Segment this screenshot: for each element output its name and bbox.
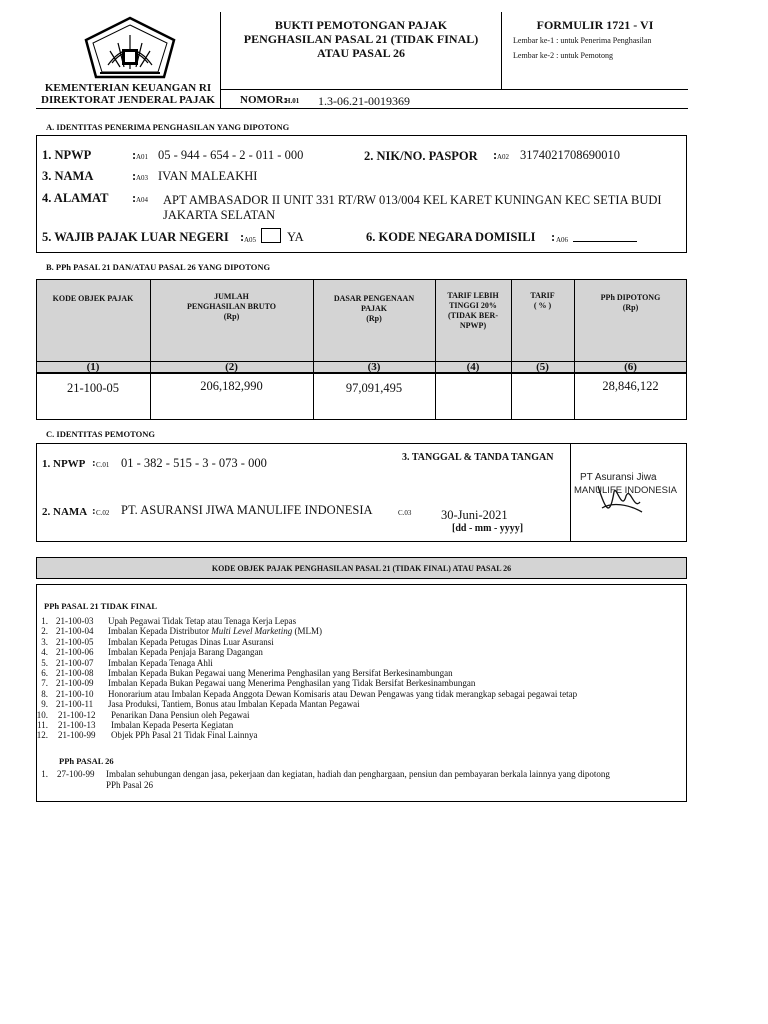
- a-wpln-colon: :: [240, 230, 245, 244]
- pasal21-item-text: Imbalan Kepada Bukan Pegawai uang Menerima Penghasilan yang Bersifat Berkesinambungan: [108, 668, 453, 678]
- pasal21-item-num: 5.: [41, 657, 48, 668]
- form-title: [221, 18, 501, 60]
- pasal21-item-num: 7.: [41, 678, 48, 689]
- col-header-dpp-l3: (Rp): [366, 314, 382, 323]
- a-alamat-code: A04: [136, 196, 149, 204]
- pasal21-item-code: 21-100-06: [56, 647, 94, 658]
- section-c-title: C. IDENTITAS PEMOTONG: [46, 429, 156, 439]
- nomor-value: 1.3-06.21-0019369: [318, 94, 410, 108]
- col-header-bruto-l1: JUMLAH: [214, 292, 249, 301]
- pasal21-item-text: Imbalan Kepada Tenaga Ahli: [108, 657, 213, 668]
- a-npwp-label: 1. NPWP: [42, 148, 92, 162]
- col-header-tarif-lebih-l4: NPWP): [459, 321, 487, 330]
- col-header-tarif-lebih-l2: TINGGI 20%: [449, 301, 497, 310]
- col-header-kode-l1: KODE OBJEK PAJAK: [52, 294, 134, 303]
- a-wpln-option: YA: [287, 230, 304, 244]
- col-header-kode: [36, 294, 150, 304]
- pasal21-item-text: [108, 626, 322, 636]
- pasal21-item-text: Upah Pegawai Tidak Tetap atau Tenaga Kerja Lepas: [108, 616, 297, 626]
- section-c-divider: [570, 443, 571, 542]
- pasal26-item-num: 1.: [41, 769, 48, 779]
- row-kode: 21-100-05: [66, 381, 120, 395]
- c-npwp-label: 1. NPWP: [42, 458, 86, 470]
- title-line-2: PENGHASILAN PASAL 21 (TIDAK FINAL): [243, 32, 479, 46]
- title-line-1: BUKTI PEMOTONGAN PAJAK: [274, 18, 448, 32]
- col-header-pph: [574, 293, 687, 313]
- a-alamat-line-2: JAKARTA SELATAN: [163, 208, 276, 222]
- pasal26-title: PPh PASAL 26: [59, 756, 114, 766]
- col-header-tarif-l1: TARIF: [530, 291, 555, 300]
- pasal21-item-text-post: (MLM): [292, 626, 322, 637]
- a-nik-label: 2. NIK/NO. PASPOR: [364, 149, 478, 163]
- pasal21-item-code: 21-100-13: [58, 720, 96, 730]
- c-date-code: C.03: [398, 509, 412, 517]
- col-header-tarif-lebih: [435, 291, 511, 331]
- a-npwp-code: A01: [136, 153, 149, 161]
- country-input-line[interactable]: [573, 241, 637, 242]
- col-header-tarif-l2: ( % ): [533, 301, 552, 310]
- row-bruto: 206,182,990: [200, 379, 263, 393]
- pasal21-title: PPh PASAL 21 TIDAK FINAL: [44, 601, 158, 611]
- a-npwp-value: 05 - 944 - 654 - 2 - 011 - 000: [158, 148, 304, 162]
- wpln-checkbox[interactable]: [261, 228, 281, 243]
- pasal21-item-num: 12.: [36, 730, 48, 741]
- pasal21-item-text-pre: Imbalan Kepada Distributor: [108, 626, 212, 637]
- pasal21-item-num: 9.: [41, 699, 48, 710]
- row-pph: 28,846,122: [602, 379, 659, 393]
- pasal21-item-code: 21-100-07: [56, 657, 94, 668]
- col-number-5: (5): [536, 361, 549, 373]
- a-nama-label: 3. NAMA: [42, 169, 94, 183]
- col-header-pph-l1: PPh DIPOTONG: [600, 293, 661, 302]
- pasal21-item-text: Jasa Produksi, Tantiem, Bonus atau Imbalan Kepada Mantan Pegawai: [108, 699, 360, 710]
- pasal21-item-num: 11.: [37, 720, 48, 730]
- col-header-tarif: [511, 291, 574, 311]
- a-alamat-line-1: APT AMBASADOR II UNIT 331 RT/RW 013/004 KEL KARET KUNINGAN KEC SETIA BUDI: [163, 193, 662, 207]
- c-nama-colon: :: [92, 505, 96, 517]
- pasal21-item-text: Penarikan Dana Pensiun oleh Pegawai: [111, 709, 250, 720]
- c-npwp-code: C.01: [96, 461, 110, 469]
- c-nama-value: PT. ASURANSI JIWA MANULIFE INDONESIA: [121, 503, 373, 517]
- pasal21-item-code: 21-100-99: [58, 730, 96, 741]
- table-rule-2: [36, 373, 687, 374]
- pasal21-item-text: Imbalan Kepada Bukan Pegawai uang Menerima Penghasilan yang Tidak Bersifat Berkesinambungan: [108, 678, 476, 689]
- c-date-value: 30-Juni-2021: [441, 508, 508, 522]
- signature-icon: [592, 482, 648, 520]
- codes-title: KODE OBJEK PAJAK PENGHASILAN PASAL 21 (TIDAK FINAL) ATAU PASAL 26: [211, 564, 512, 573]
- a-nik-colon: :: [493, 148, 498, 162]
- col-header-tarif-lebih-l3: (TIDAK BER-: [447, 311, 498, 320]
- a-wpln-label: 5. WAJIB PAJAK LUAR NEGERI: [42, 230, 229, 244]
- nomor-code: H.01: [285, 97, 300, 105]
- pasal21-item-num: 3.: [41, 636, 48, 647]
- col-header-dpp-l1: DASAR PENGENAAN: [333, 294, 415, 303]
- a-nik-value: 3174021708690010: [520, 148, 620, 162]
- stamp-line-1: PT Asuransi Jiwa: [580, 472, 657, 483]
- pasal21-item-code: 21-100-10: [56, 688, 94, 699]
- pasal21-item-code: 21-100-05: [56, 636, 94, 647]
- c-npwp-value: 01 - 382 - 515 - 3 - 073 - 000: [121, 456, 267, 470]
- pasal26-item-text-2: PPh Pasal 26: [106, 780, 154, 790]
- col-header-pph-l2: (Rp): [622, 303, 639, 312]
- pasal21-item-text-italic: Multi Level Marketing: [211, 626, 293, 637]
- pasal26-item-text: Imbalan sehubungan dengan jasa, pekerjaan dan kegiatan, hadiah dan penghargaan, pensiun dan pembayaran berkala lainnya yang dipotong: [106, 769, 610, 779]
- a-nama-value: IVAN MALEAKHI: [158, 169, 258, 183]
- pasal21-item-num: 6.: [41, 668, 48, 678]
- pasal21-item-num: 1.: [41, 616, 48, 626]
- form-name: FORMULIR 1721 - VI: [536, 18, 654, 32]
- pasal21-item-text: Objek PPh Pasal 21 Tidak Final Lainnya: [111, 730, 258, 741]
- directorate-name: DIREKTORAT JENDERAL PAJAK: [41, 94, 215, 106]
- garuda-emblem-icon: [78, 15, 182, 87]
- pasal21-item-code: 21-100-11: [56, 699, 94, 710]
- c-date-format: [dd - mm - yyyy]: [452, 523, 524, 534]
- pasal21-item-code: 21-100-04: [56, 626, 94, 637]
- a-nama-colon: :: [132, 169, 137, 183]
- pasal21-item-text: Imbalan Kepada Petugas Dinas Luar Asuransi: [108, 636, 274, 647]
- col-number-4: (4): [466, 361, 480, 373]
- col-number-1: (1): [86, 361, 100, 373]
- header-rule: [220, 89, 688, 90]
- col-header-bruto-l2: PENGHASILAN BRUTO: [187, 302, 276, 311]
- section-b-title: B. PPh PASAL 21 DAN/ATAU PASAL 26 YANG DIPOTONG: [46, 262, 271, 272]
- pasal21-item-code: 21-100-09: [56, 678, 94, 689]
- a-nama-code: A03: [136, 174, 149, 182]
- pasal21-item-text: Imbalan Kepada Penjaja Barang Dagangan: [108, 647, 263, 658]
- col-header-dpp: [313, 294, 435, 324]
- title-line-3: ATAU PASAL 26: [316, 46, 405, 60]
- pasal21-item-num: 8.: [41, 688, 48, 699]
- col-number-3: (3): [367, 361, 381, 373]
- section-a-title: A. IDENTITAS PENERIMA PENGHASILAN YANG DIPOTONG: [46, 122, 290, 132]
- a-npwp-colon: :: [132, 148, 137, 162]
- pasal21-item-code: 21-100-12: [58, 709, 96, 720]
- pasal26-item-code: 27-100-99: [57, 769, 95, 779]
- pasal21-item-num: 2.: [41, 626, 48, 637]
- row-dpp: 97,091,495: [345, 381, 403, 395]
- pasal21-item-text: Honorarium atau Imbalan Kepada Anggota Dewan Komisaris atau Dewan Pengawas yang tidak merangkap sebagai pegawai tetap: [108, 688, 578, 699]
- sheet-1-note: Lembar ke-1 : untuk Penerima Penghasilan: [513, 36, 652, 45]
- col-header-bruto: [150, 292, 313, 322]
- a-alamat-label: 4. ALAMAT: [42, 191, 109, 205]
- col-number-6: (6): [624, 361, 637, 373]
- col-number-2: (2): [225, 361, 238, 373]
- nomor-label: NOMOR:: [240, 94, 288, 106]
- col-header-tarif-lebih-l1: TARIF LEBIH: [447, 291, 499, 300]
- a-country-colon: :: [551, 230, 556, 244]
- pasal21-item-num: 4.: [41, 647, 48, 658]
- col-header-dpp-l2: PAJAK: [360, 304, 388, 313]
- ministry-name: KEMENTERIAN KEUANGAN RI: [44, 82, 212, 94]
- a-wpln-code: A05: [244, 236, 257, 244]
- pasal21-item-num: 10.: [36, 709, 48, 720]
- c-nama-label: 2. NAMA: [42, 506, 88, 518]
- c-nama-code: C.02: [96, 509, 110, 517]
- pasal21-item-text: Imbalan Kepada Peserta Kegiatan: [111, 720, 234, 730]
- a-country-label: 6. KODE NEGARA DOMISILI: [366, 230, 536, 244]
- pasal21-item-code: 21-100-08: [56, 668, 94, 678]
- c-sign-label: 3. TANGGAL & TANDA TANGAN: [402, 452, 554, 463]
- a-alamat-colon: :: [132, 191, 137, 205]
- a-country-code: A06: [556, 236, 569, 244]
- c-npwp-colon: :: [92, 457, 96, 469]
- stamp-line-2: MANULIFE INDONESIA: [574, 485, 677, 496]
- a-nik-code: A02: [497, 153, 510, 161]
- sheet-2-note: Lembar ke-2 : untuk Pemotong: [513, 51, 613, 60]
- col-header-bruto-l3: (Rp): [223, 312, 240, 321]
- pasal21-item-code: 21-100-03: [56, 616, 94, 626]
